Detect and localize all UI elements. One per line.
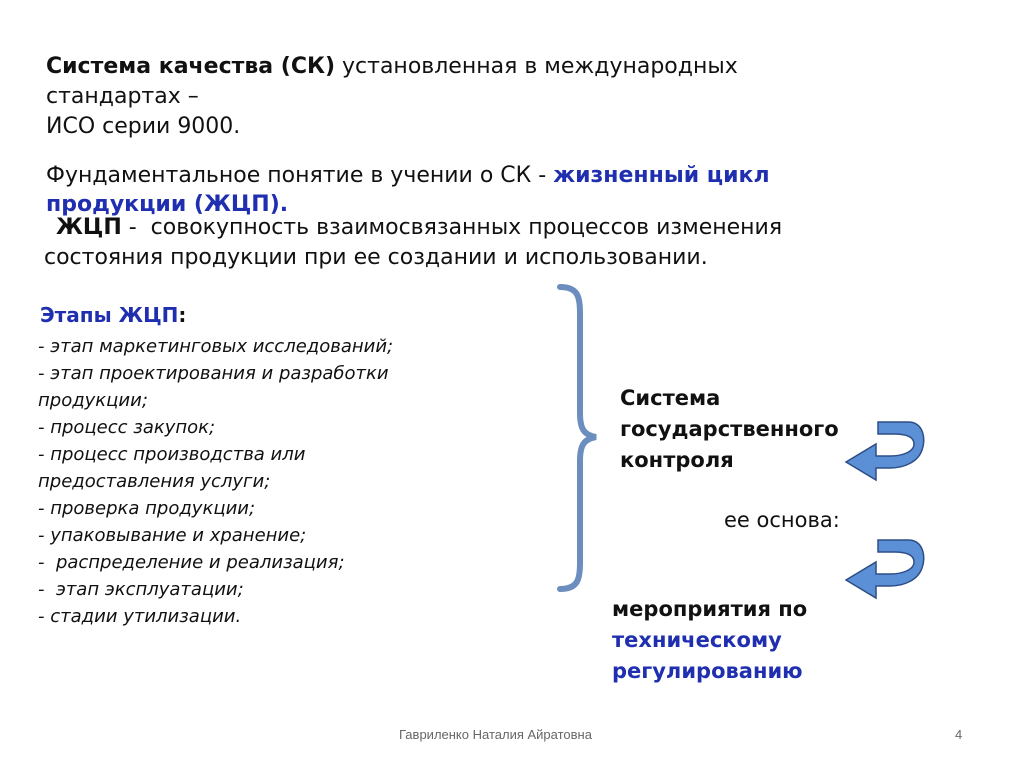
state-control-line1: Система — [620, 386, 721, 410]
state-control-block — [620, 383, 839, 476]
list-item: - этап эксплуатации; — [38, 579, 244, 600]
state-control-line2: государственного — [620, 417, 839, 441]
measures-block — [612, 594, 807, 687]
right-brace-icon — [552, 283, 602, 593]
stages-list — [38, 333, 518, 630]
list-item: - распределение и реализация; — [38, 552, 345, 573]
fundamental-highlight-1: жизненный цикл — [553, 163, 770, 188]
list-item: - упаковывание и хранение; — [38, 525, 307, 546]
stages-title-colon: : — [178, 303, 187, 327]
measures-line1: мероприятия по — [612, 597, 808, 621]
heading-rest: установленная в международных — [335, 54, 738, 79]
fundamental-block — [46, 161, 946, 219]
footer-author: Гавриленко Наталия Айратовна — [399, 727, 592, 742]
definition-term: ЖЦП — [56, 215, 122, 240]
list-item: продукции; — [38, 390, 148, 411]
basis-label: ее основа: — [724, 508, 840, 532]
list-item: - стадии утилизации. — [38, 606, 242, 627]
page-number: 4 — [955, 727, 963, 742]
list-item: - процесс закупок; — [38, 417, 216, 438]
curved-arrow-icon — [838, 418, 930, 500]
definition-text-1: - совокупность взаимосвязанных процессов изменения — [121, 215, 783, 240]
heading-block — [46, 52, 946, 142]
measures-line3: регулированию — [612, 659, 803, 683]
heading-bold: Система качества (СК) — [46, 54, 336, 79]
definition-text-2: состояния продукции при ее создании и использовании. — [44, 245, 708, 270]
list-item: - процесс производства или — [38, 444, 306, 465]
list-item: предоставления услуги; — [38, 471, 271, 492]
heading-line3: ИСО серии 9000. — [46, 114, 241, 139]
curved-arrow-icon — [838, 536, 930, 618]
fundamental-highlight-2: продукции (ЖЦП). — [46, 192, 289, 217]
stages-title — [40, 303, 186, 327]
definition-block — [44, 213, 956, 273]
list-item: - этап маркетинговых исследований; — [38, 336, 394, 357]
list-item: - этап проектирования и разработки — [38, 363, 389, 384]
measures-line2: техническому — [612, 628, 782, 652]
state-control-line3: контроля — [620, 448, 734, 472]
heading-line2: стандартах – — [46, 84, 199, 109]
fundamental-prefix: Фундаментальное понятие в учении о СК - — [46, 163, 554, 188]
list-item: - проверка продукции; — [38, 498, 256, 519]
stages-title-text: Этапы ЖЦП — [40, 303, 179, 327]
